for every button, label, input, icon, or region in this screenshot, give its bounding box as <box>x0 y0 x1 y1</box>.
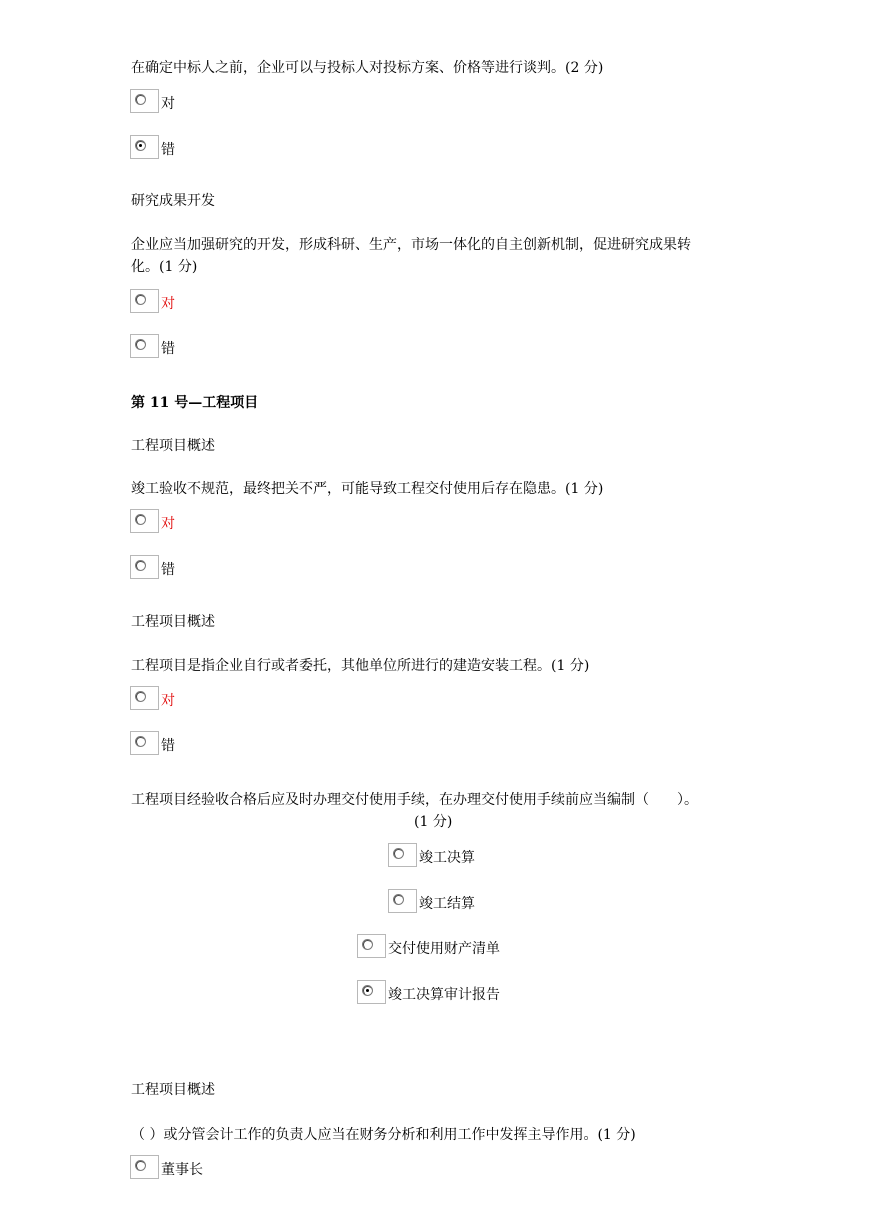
question-score: (1 分) <box>414 814 453 830</box>
option-label: 对 <box>161 296 175 312</box>
question-text: 工程项目经验收合格后应及时办理交付使用手续，在办理交付使用手续前应当编制（ ）。 <box>131 792 698 808</box>
radio-button[interactable] <box>388 889 417 913</box>
section-title: 工程项目概述 <box>131 438 215 454</box>
option-label: 董事长 <box>161 1162 203 1178</box>
question-text: 工程项目是指企业自行或者委托，其他单位所进行的建造安装工程。(1 分) <box>131 658 590 674</box>
option-label: 对 <box>161 96 175 112</box>
radio-button[interactable] <box>130 731 159 755</box>
radio-button[interactable] <box>357 934 386 958</box>
question-text: 在确定中标人之前，企业可以与投标人对投标方案、价格等进行谈判。(2 分) <box>131 60 604 76</box>
option-label: 错 <box>161 738 175 754</box>
question-text: 企业应当加强研究的开发，形成科研、生产，市场一体化的自主创新机制，促进研究成果转 <box>131 237 691 253</box>
section-title: 研究成果开发 <box>131 193 215 209</box>
radio-button[interactable] <box>130 555 159 579</box>
option-label: 竣工决算审计报告 <box>388 987 500 1003</box>
radio-button[interactable] <box>130 89 159 113</box>
option-label: 竣工决算 <box>419 850 475 866</box>
radio-button[interactable] <box>130 509 159 533</box>
chapter-heading: 第 11 号—工程项目 <box>131 395 259 411</box>
option-label: 错 <box>161 341 175 357</box>
option-label: 竣工结算 <box>419 896 475 912</box>
radio-button[interactable] <box>130 1155 159 1179</box>
section-title: 工程项目概述 <box>131 1082 215 1098</box>
radio-button-checked[interactable] <box>357 980 386 1004</box>
radio-button[interactable] <box>388 843 417 867</box>
option-label: 错 <box>161 562 175 578</box>
option-label: 对 <box>161 693 175 709</box>
section-title: 工程项目概述 <box>131 614 215 630</box>
radio-button[interactable] <box>130 334 159 358</box>
radio-button[interactable] <box>130 289 159 313</box>
option-label: 错 <box>161 142 175 158</box>
radio-button-checked[interactable] <box>130 135 159 159</box>
question-text-continued: 化。(1 分) <box>131 259 198 275</box>
question-text: 竣工验收不规范，最终把关不严，可能导致工程交付使用后存在隐患。(1 分) <box>131 481 604 497</box>
radio-button[interactable] <box>130 686 159 710</box>
question-text: （ ）或分管会计工作的负责人应当在财务分析和利用工作中发挥主导作用。(1 分) <box>131 1127 636 1143</box>
option-label: 对 <box>161 516 175 532</box>
option-label: 交付使用财产清单 <box>388 941 500 957</box>
